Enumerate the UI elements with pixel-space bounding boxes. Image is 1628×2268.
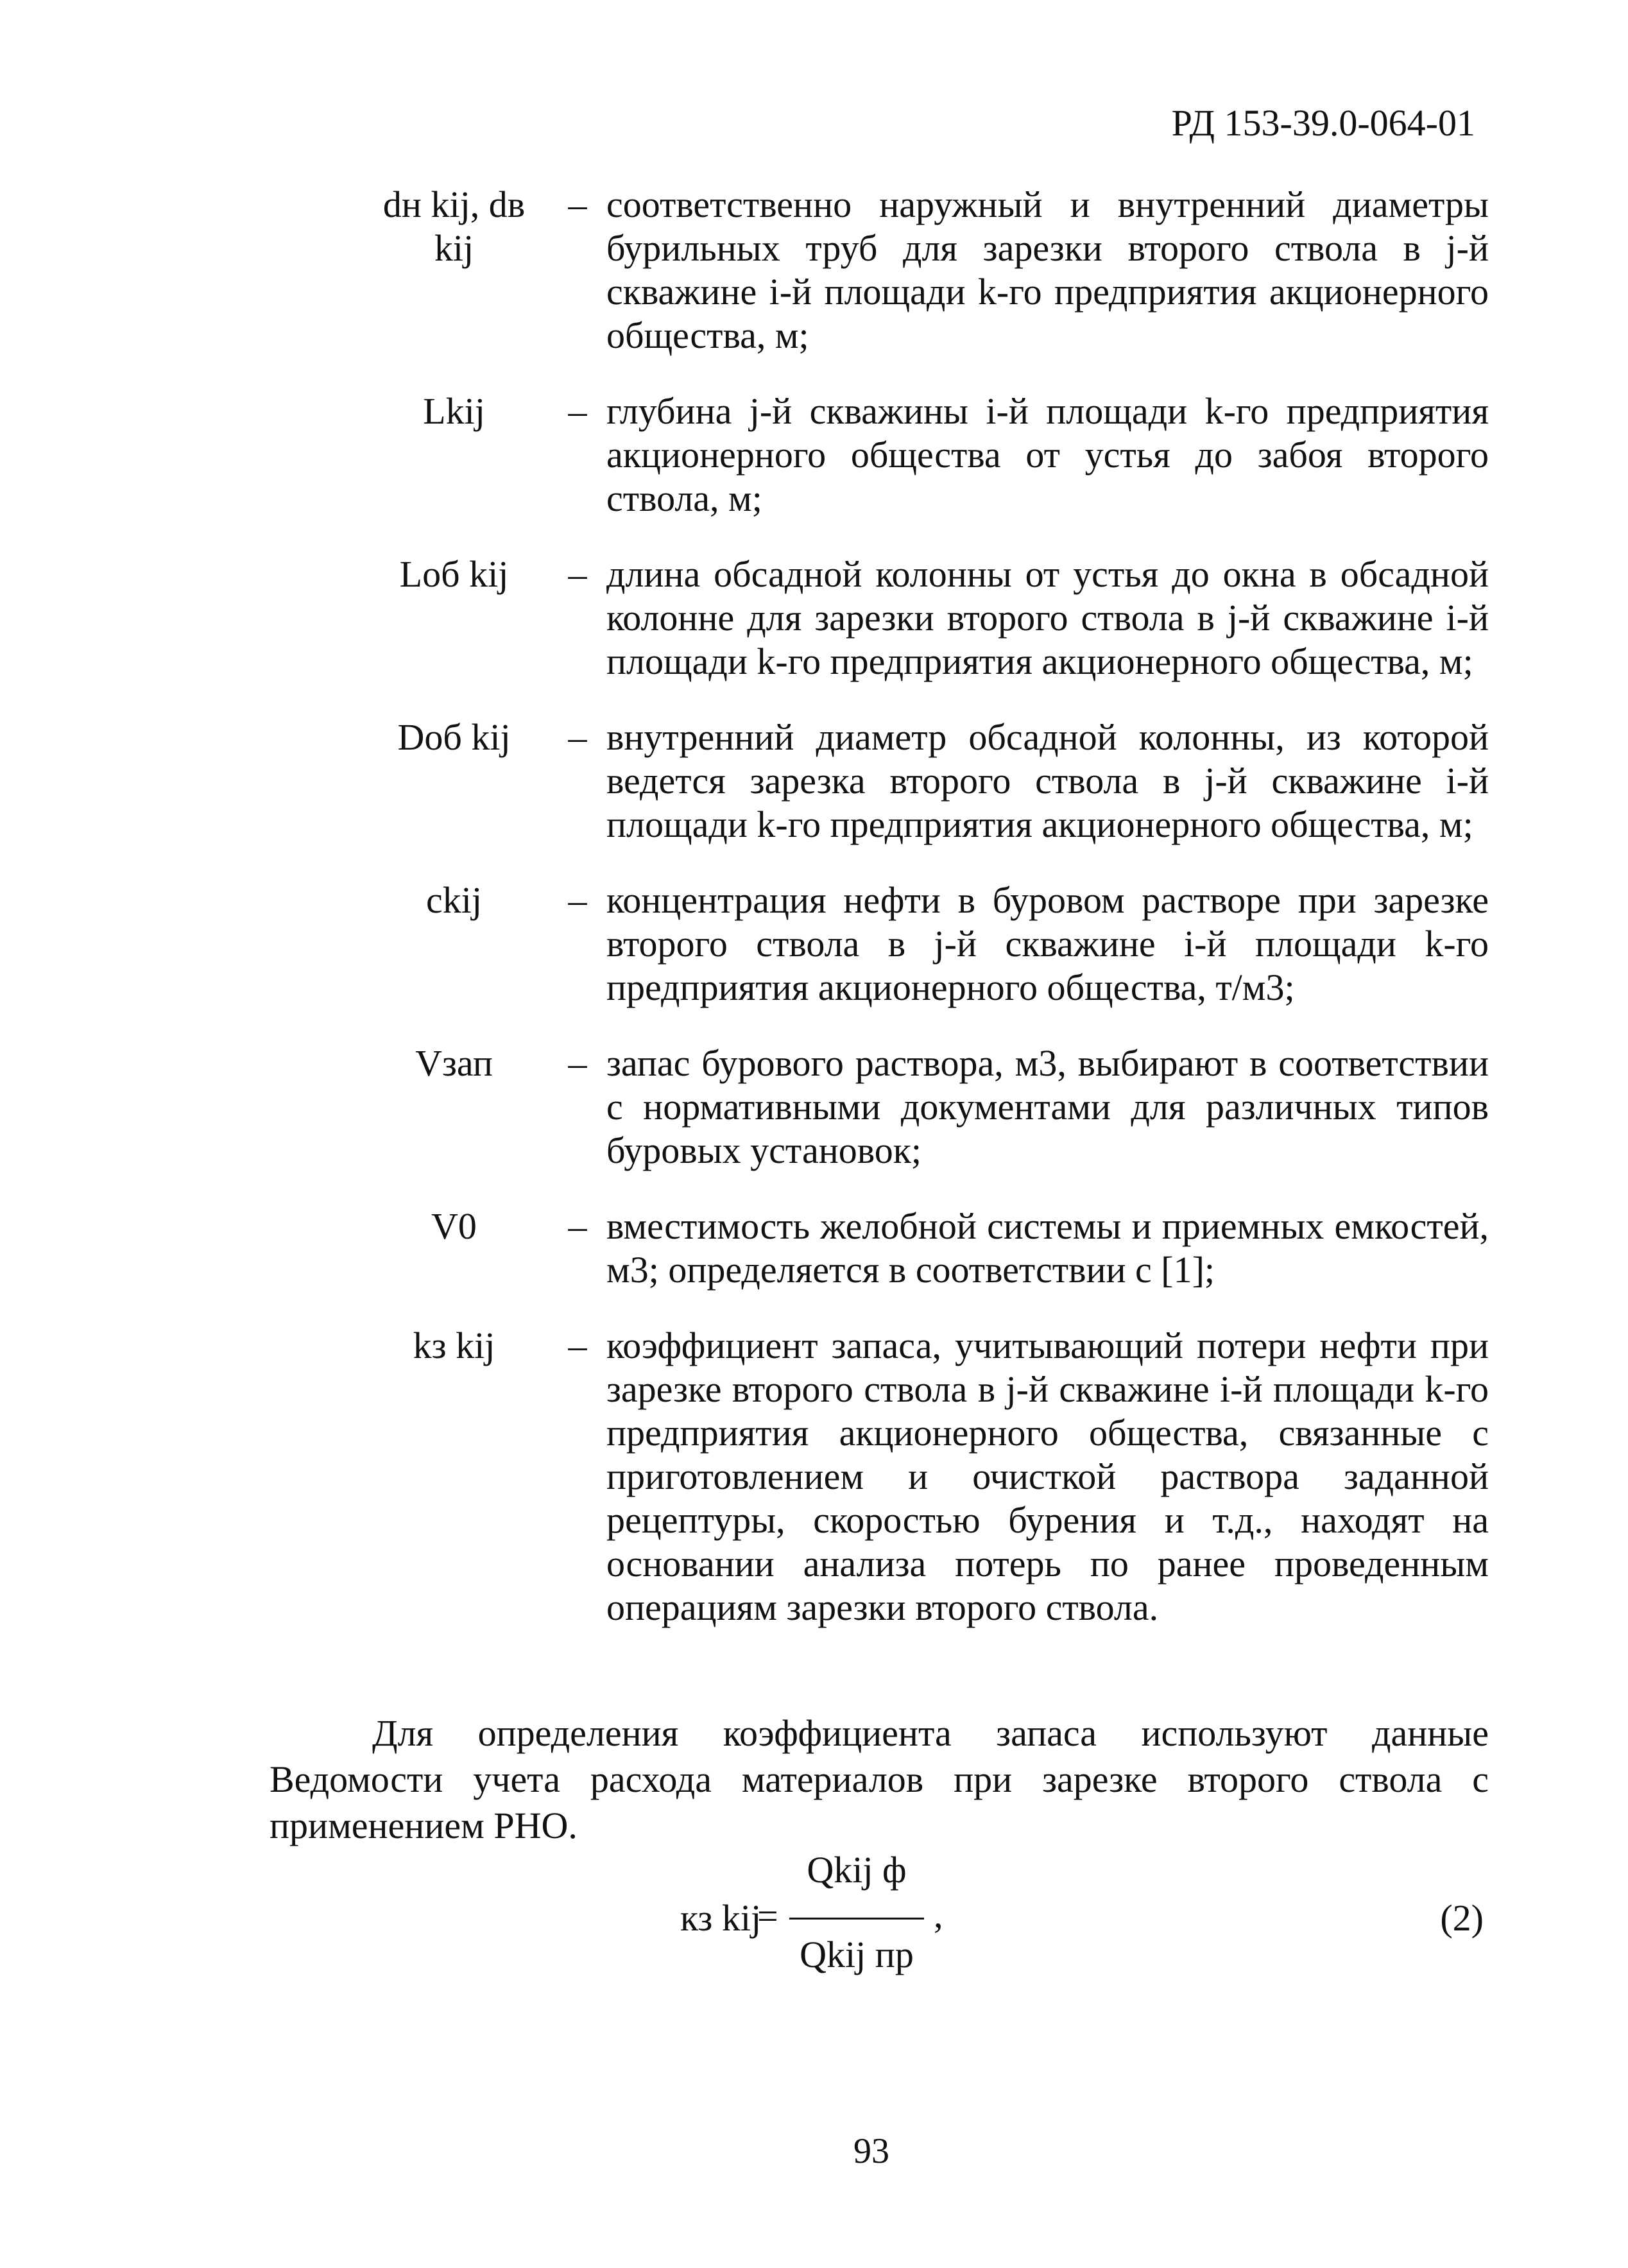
definition-item: [359, 1042, 1489, 1173]
definition-text: длина обсадной колонны от устья до окна в обсадной колонне для зарезки второго ствола в j-й скважине i-й площади k-го предприятия акционерного общества, м;: [606, 553, 1489, 682]
definition-symbol: kз kij: [413, 1325, 495, 1366]
definition-symbol: ckij: [426, 879, 482, 921]
definition-symbol: Dоб kij: [397, 716, 511, 758]
definition-text: концентрация нефти в буровом растворе при зарезке второго ствола в j-й скважине i-й площади k-го предприятия акционерного общества, т/м3;: [606, 879, 1489, 1008]
definition-symbol: Vзап: [415, 1042, 493, 1084]
definition-dash: –: [568, 553, 587, 595]
definition-dash: –: [568, 1325, 587, 1366]
page-number: 93: [853, 2131, 889, 2171]
formula-numerator: Qkij ф: [807, 1849, 907, 1891]
definition-dash: –: [568, 879, 587, 921]
definition-symbol: V0: [431, 1205, 477, 1247]
definition-text: вместимость желобной системы и приемных емкостей, м3; определяется в соответствии с [1];: [606, 1205, 1489, 1291]
formula-comma: ,: [934, 1894, 943, 1936]
definition-dash: –: [568, 1042, 587, 1084]
definition-text: внутренний диаметр обсадной колонны, из которой ведется зарезка второго ствола в j-й скважине i-й площади k-го предприятия акционерного общества, м;: [606, 716, 1489, 845]
formula: [680, 1848, 1040, 2002]
definition-item: [359, 553, 1489, 683]
definition-dash: –: [568, 716, 587, 758]
formula-equals: =: [757, 1895, 778, 1937]
definition-item: [359, 716, 1489, 846]
formula-denominator: Qkij пр: [800, 1934, 914, 1975]
definition-text: соответственно наружный и внутренний диаметры бурильных труб для зарезки второго ствола в j-й скважине i-й площади k-го предприятия акционерного общества, м;: [606, 184, 1489, 356]
definition-text: коэффициент запаса, учитывающий потери нефти при зарезке второго ствола в j-й скважине i-й площади k-го предприятия акционерного общества, связанные с приготовлением и очисткой раствора заданной рецептуры, скоростью бурения и т.д., находят на основании анализа потерь по ранее проведенным операциям зарезки второго ствола.: [606, 1325, 1489, 1628]
definitions-list: [359, 183, 1489, 1629]
definition-text: запас бурового раствора, м3, выбирают в соответствии с нормативными документами для различных типов буровых установок;: [606, 1042, 1489, 1171]
document-code: РД 153-39.0-064-01: [1171, 102, 1475, 144]
fraction-bar: [789, 1918, 924, 1920]
definition-item: [359, 390, 1489, 520]
definition-text: глубина j-й скважины i-й площади k-го предприятия акционерного общества от устья до забоя второго ствола, м;: [606, 390, 1489, 519]
definition-symbol: Lоб kij: [399, 553, 509, 595]
body-paragraph: Для определения коэффициента запаса используют данные Ведомости учета расхода материалов при зарезке второго ствола с применением РНО.: [270, 1712, 1489, 1846]
definition-dash: –: [568, 1205, 587, 1247]
definition-symbol: Lkij: [423, 390, 485, 432]
definition-item: [359, 183, 1489, 357]
equation-number: (2): [1440, 1897, 1484, 1939]
definition-dash: –: [568, 184, 587, 225]
definition-dash: –: [568, 390, 587, 432]
definition-item: [359, 879, 1489, 1009]
definition-item: [359, 1324, 1489, 1629]
formula-left-side: кз kij: [680, 1897, 762, 1939]
definition-item: [359, 1205, 1489, 1292]
definition-symbol: dн kij, dв kij: [382, 184, 526, 269]
